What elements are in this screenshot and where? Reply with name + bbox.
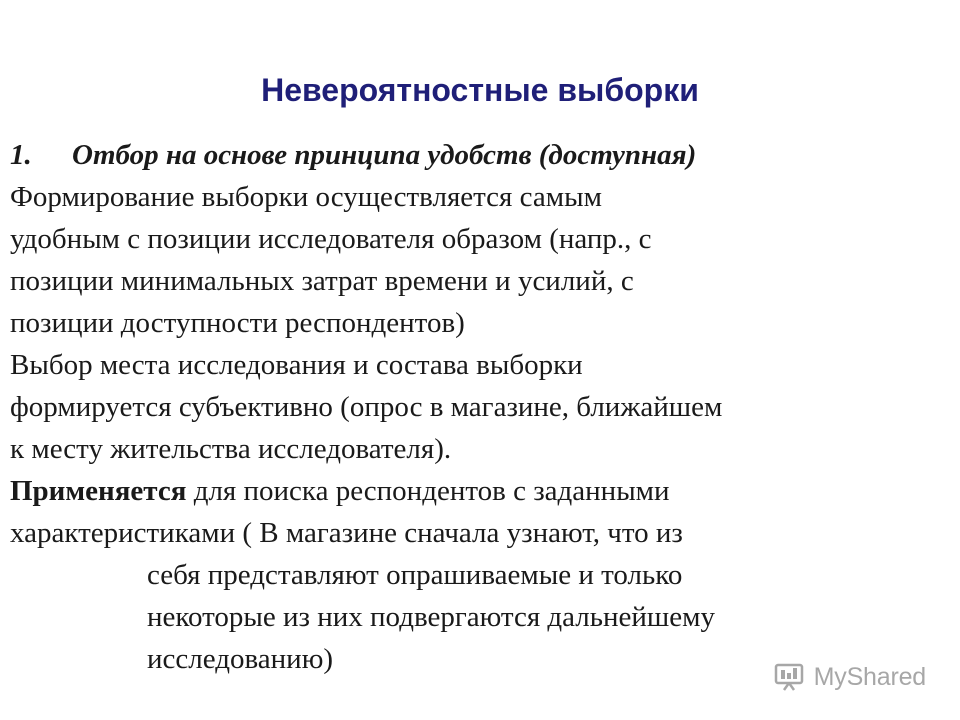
applies-lead: Применяется — [10, 475, 187, 507]
paragraph-1-line-4: позиции доступности респондентов) — [10, 307, 465, 339]
paragraph-3-line-4: некоторые из них подвергаются дальнейшему — [147, 601, 715, 633]
applies-rest: для поиска респондентов с заданными — [186, 475, 670, 507]
paragraph-3-line-3: себя представляют опрашиваемые и только — [147, 559, 683, 591]
slide-title: Невероятностные выборки — [261, 72, 699, 108]
paragraph-2-line-1: Выбор места исследования и состава выборки — [10, 349, 583, 381]
paragraph-1-line-1: Формирование выборки осуществляется самым — [10, 181, 602, 213]
paragraph-3-line-5: исследованию) — [147, 643, 334, 675]
list-number: 1. — [10, 139, 32, 171]
list-heading — [10, 134, 940, 176]
myshared-logo-icon — [772, 662, 808, 692]
paragraph-3-line-1 — [10, 470, 940, 512]
paragraph-1-line-2: удобным с позиции исследователя образом (напр., с — [10, 223, 652, 255]
watermark[interactable] — [772, 662, 926, 692]
paragraph-3-line-2: характеристиками ( В магазине сначала узнают, что из — [10, 517, 683, 549]
list-heading-text: Отбор на основе принципа удобств (доступная) — [72, 139, 697, 171]
paragraph-2-line-3: к месту жительства исследователя). — [10, 433, 452, 465]
watermark-text: MyShared — [813, 662, 926, 691]
paragraph-1-line-3: позиции минимальных затрат времени и усилий, с — [10, 265, 634, 297]
slide-content — [10, 134, 940, 680]
paragraph-2-line-2: формируется субъективно (опрос в магазине, ближайшем — [10, 391, 723, 423]
